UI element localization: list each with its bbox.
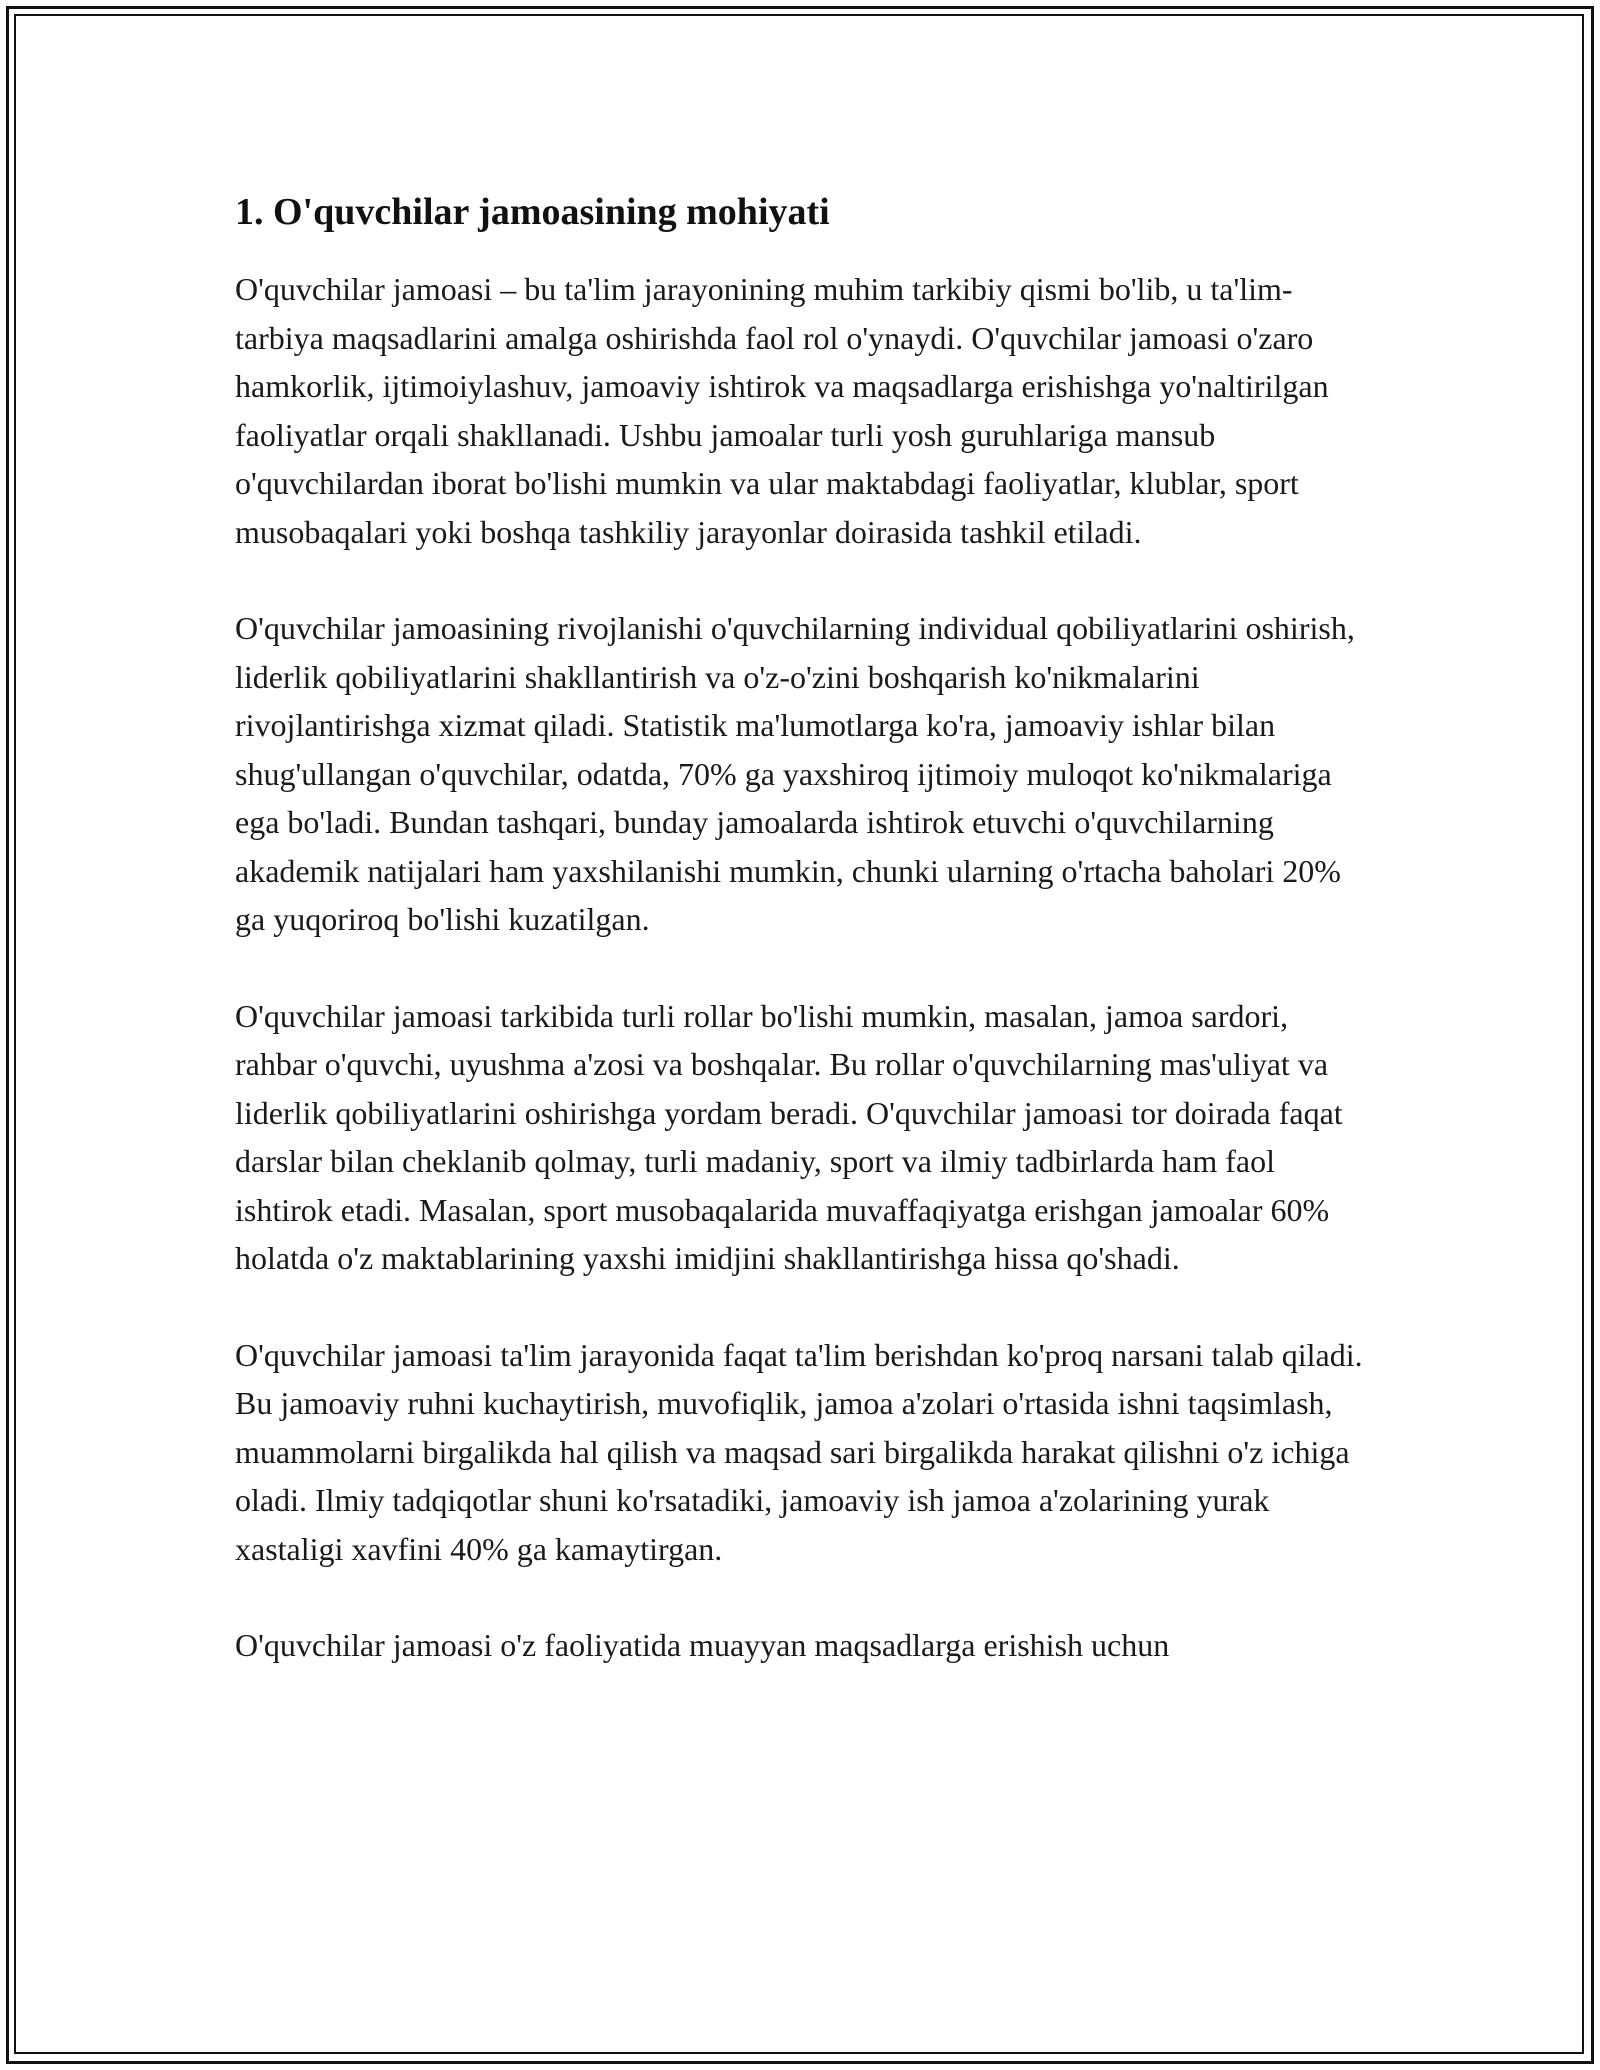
paragraph-4: O'quvchilar jamoasi ta'lim jarayonida faqat ta'lim berishdan ko'proq narsani talab qiladi. Bu jamoaviy ruhni kuchaytirish, muvofiqlik, jamoa a'zolari o'rtasida ishni taqsimlash, muammolarni birgalikda hal qilish va maqsad sari birgalikda harakat qilishni o'z ichiga oladi. Ilmiy tadqiqotlar shuni ko'rsatadiki, jamoaviy ish jamoa a'zolarining yurak xastaligi xavfini 40% ga kamaytirgan. xyxy=(235,1336,1363,1567)
section-heading: 1. O'quvchilar jamoasining mohiyati xyxy=(235,191,830,233)
document-body xyxy=(235,185,1370,1718)
paragraph-3: O'quvchilar jamoasi tarkibida turli rollar bo'lishi mumkin, masalan, jamoa sardori, rahbar o'quvchi, uyushma a'zosi va boshqalar. Bu rollar o'quvchilarning mas'uliyat va liderlik qobiliyatlarini oshirishga yordam beradi. O'quvchilar jamoasi tor doirada faqat darslar bilan cheklanib qolmay, turli madaniy, sport va ilmiy tadbirlarda ham faol ishtirok etadi. Masalan, sport musobaqalarida muvaffaqiyatga erishgan jamoalar 60% holatda o'z maktablarining yaxshi imidjini shakllantirishga hissa qo'shadi. xyxy=(235,997,1343,1276)
paragraph-2: O'quvchilar jamoasining rivojlanishi o'quvchilarning individual qobiliyatlarini oshirish, liderlik qobiliyatlarini shakllantirish va o'z-o'zini boshqarish ko'nikmalarini rivojlantirishga xizmat qiladi. Statistik ma'lumotlarga ko'ra, jamoaviy ishlar bilan shug'ullangan o'quvchilar, odatda, 70% ga yaxshiroq ijtimoiy muloqot ko'nikmalariga ega bo'ladi. Bundan tashqari, bunday jamoalarda ishtirok etuvchi o'quvchilarning akademik natijalari ham yaxshilanishi mumkin, chunki ularning o'rtacha baholari 20% ga yuqoriroq bo'lishi kuzatilgan. xyxy=(235,610,1355,937)
paragraph-5: O'quvchilar jamoasi o'z faoliyatida muayyan maqsadlarga erishish uchun xyxy=(235,1627,1170,1663)
paragraph-1: O'quvchilar jamoasi – bu ta'lim jarayonining muhim tarkibiy qismi bo'lib, u ta'lim-tarbiya maqsadlarini amalga oshirishda faol rol o'ynaydi. O'quvchilar jamoasi o'zaro hamkorlik, ijtimoiylashuv, jamoaviy ishtirok va maqsadlarga erishishga yo'naltirilgan faoliyatlar orqali shakllanadi. Ushbu jamoalar turli yosh guruhlariga mansub o'quvchilardan iborat bo'lishi mumkin va ular maktabdagi faoliyatlar, klublar, sport musobaqalari yoki boshqa tashkiliy jarayonlar doirasida tashkil etiladi. xyxy=(235,271,1329,550)
